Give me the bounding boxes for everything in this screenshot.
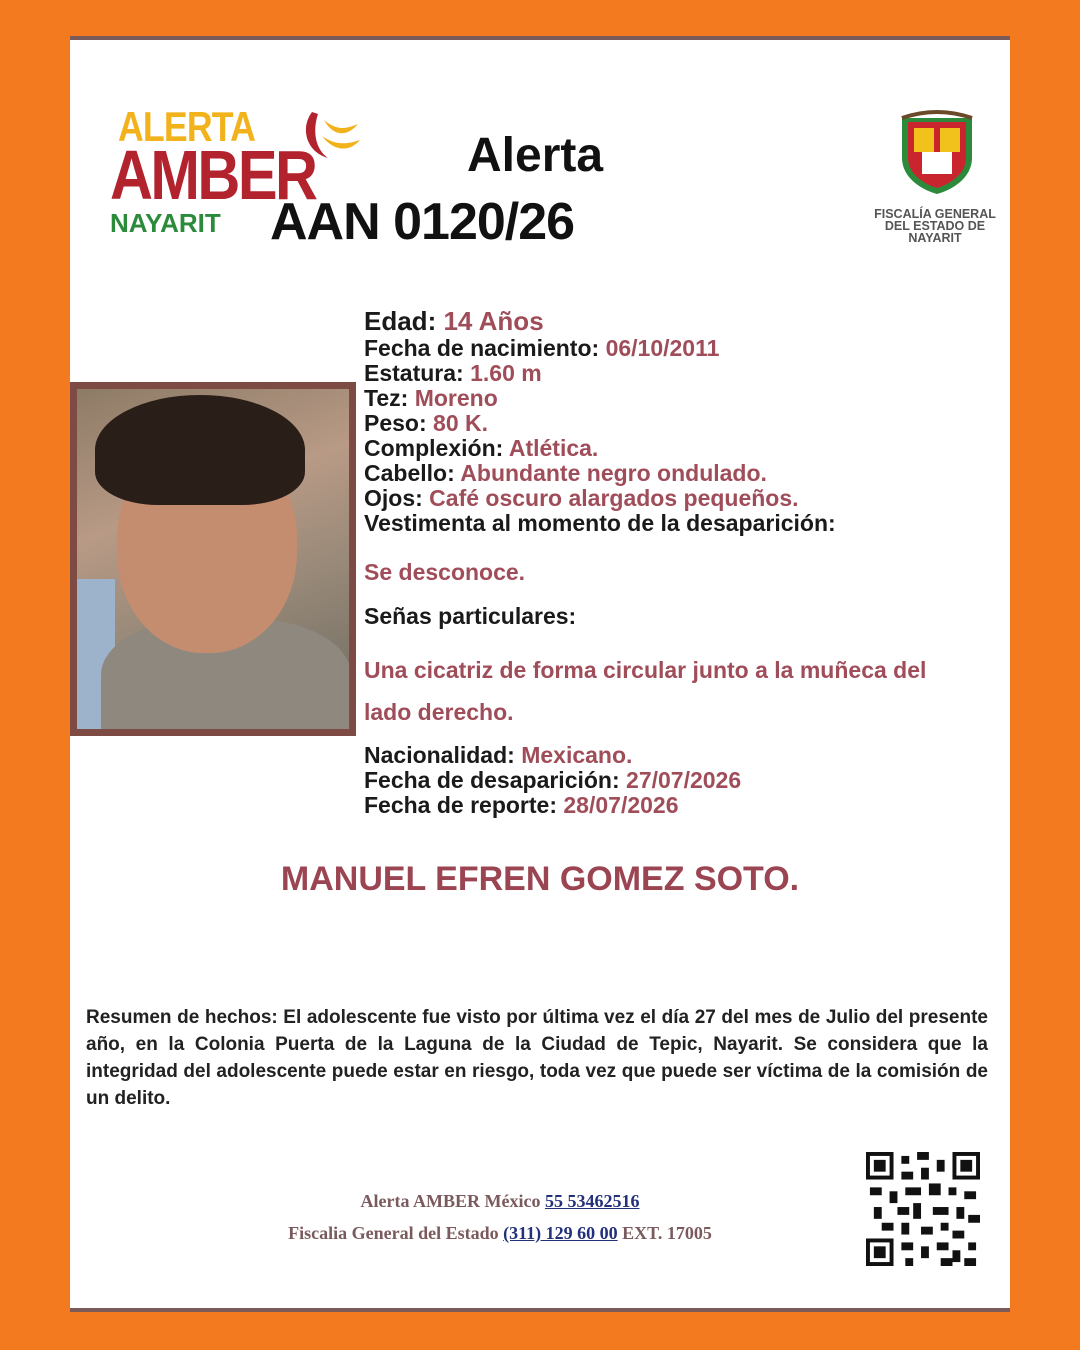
fiscalia-phone-link[interactable]: (311) 129 60 00 [503,1223,618,1243]
agency-line-2: DEL ESTADO DE [884,219,986,233]
detail-reporte: Fecha de reporte: 28/07/2026 [364,792,679,818]
qr-code-icon[interactable] [866,1152,980,1266]
detail-ojos: Ojos: Café oscuro alargados pequeños. [364,485,799,511]
agency-line-1: FISCALÍA GENERAL [874,207,996,221]
amber-phone-link[interactable]: 55 53462516 [544,1191,640,1211]
person-details [364,306,1004,818]
detail-vestimenta-label: Vestimenta al momento de la desaparición: [364,510,836,536]
detail-edad: Edad: 14 Años [364,306,544,336]
agency-name [860,208,1010,244]
missing-person-photo [70,382,356,736]
alert-poster [70,36,1010,1312]
alert-code: AAN 0120/26 [270,193,575,251]
agency-line-3: NAYARIT [908,231,962,245]
logo-amber-text: AMBER [110,136,316,214]
contact-line-amber: Alerta AMBER México 55 53462516 [360,1191,640,1211]
contact-info [70,1185,930,1249]
detail-desaparicion: Fecha de desaparición: 27/07/2026 [364,767,742,793]
contact-line-fiscalia: Fiscalia General del Estado (311) 129 60 00 EXT. 17005 [288,1223,712,1243]
detail-estatura: Estatura: 1.60 m [364,360,542,386]
detail-vestimenta: Se desconoce. [364,559,526,585]
detail-cabello: Cabello: Abundante negro ondulado. [364,460,767,486]
summary-text: Resumen de hechos: El adolescente fue visto por última vez el día 27 del mes de Julio del presente año, en la Colonia Puerta de la Laguna de la Ciudad de Tepic, Nayarit. Se considera que la integridad del adolescente puede estar en riesgo, toda vez que puede ser víctima de la comisión de un delito. [86,1007,988,1109]
detail-nacimiento: Fecha de nacimiento: 06/10/2011 [364,335,720,361]
logo-nayarit-text: NAYARIT [110,208,221,238]
state-seal-icon [892,108,982,198]
missing-person-name: MANUEL EFREN GOMEZ SOTO. [280,860,800,898]
logo-alerta-text: ALERTA [118,103,256,150]
detail-nacionalidad: Nacionalidad: Mexicano. [364,742,633,768]
alert-title: Alerta [467,129,604,182]
detail-tez: Tez: Moreno [364,385,498,411]
detail-senas: Una cicatriz de forma circular junto a la muñeca del lado derecho. [364,657,927,725]
detail-complexion: Complexión: Atlética. [364,435,599,461]
detail-senas-label: Señas particulares: [364,603,577,629]
detail-peso: Peso: 80 K. [364,410,489,436]
